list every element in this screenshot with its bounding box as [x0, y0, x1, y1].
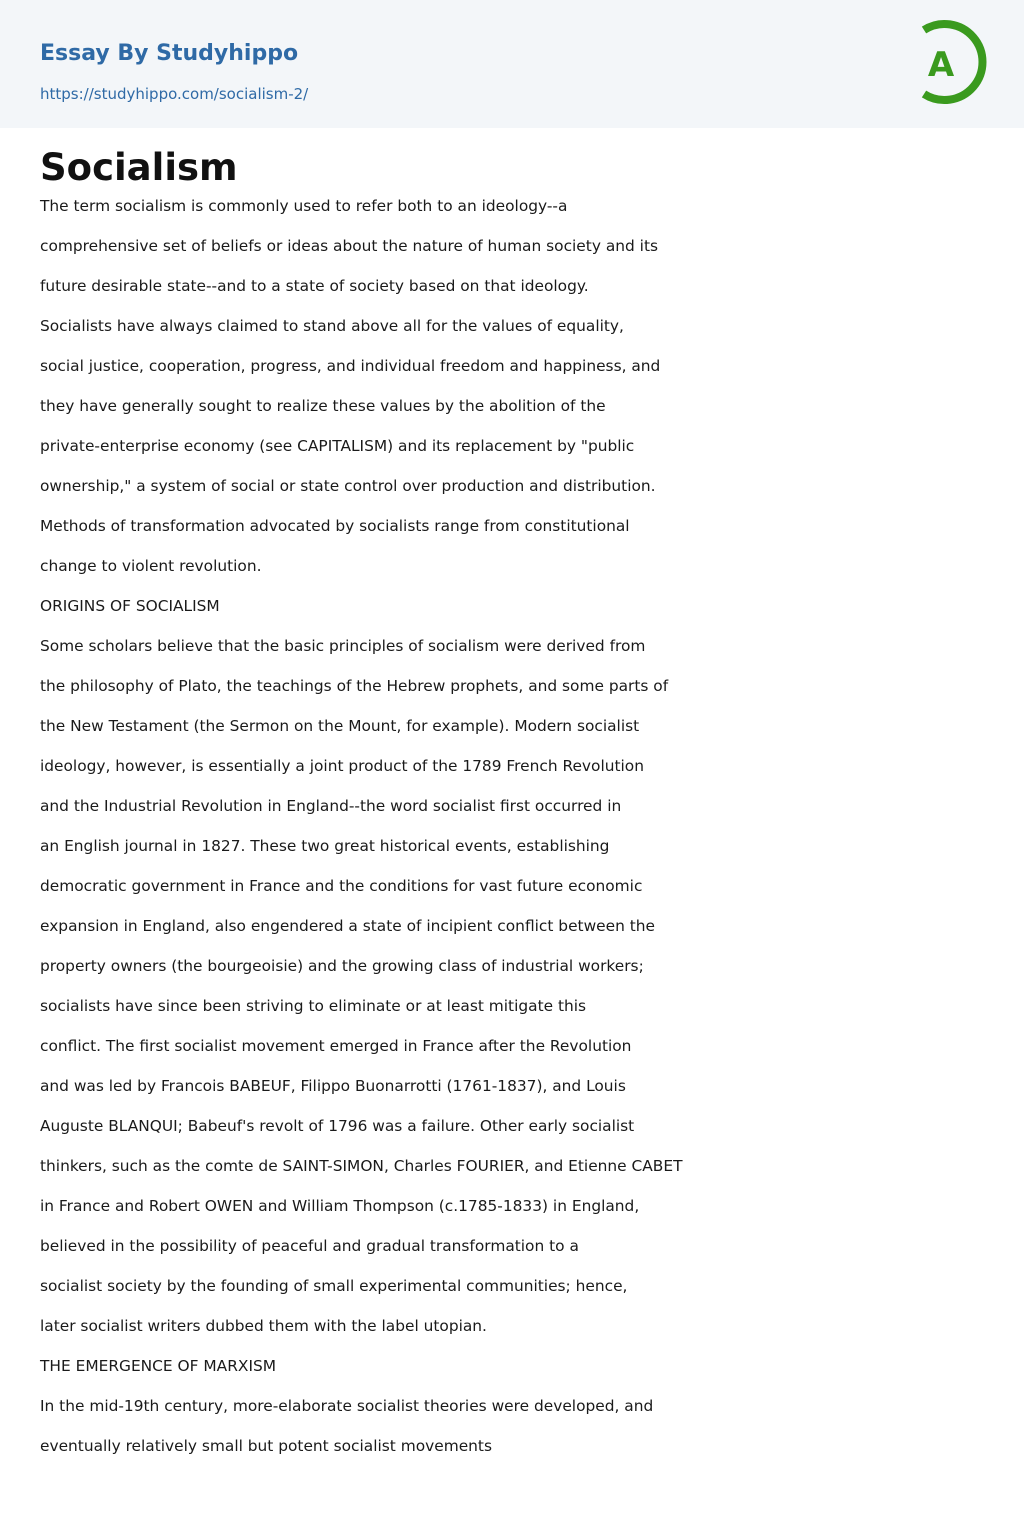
essay-line: conflict. The first socialist movement emerged in France after the Revolution	[40, 1037, 632, 1055]
essay-line: The term socialism is commonly used to refer both to an ideology--a	[40, 197, 568, 215]
essay-line: they have generally sought to realize these values by the abolition of the	[40, 397, 606, 415]
essay-line: In the mid-19th century, more-elaborate socialist theories were developed, and	[40, 1397, 654, 1415]
essay-line: expansion in England, also engendered a state of incipient conflict between the	[40, 917, 656, 935]
page-title: Socialism	[40, 146, 238, 189]
essay-line: the New Testament (the Sermon on the Mount, for example). Modern socialist	[40, 717, 640, 735]
essay-line: comprehensive set of beliefs or ideas about the nature of human society and its	[40, 237, 658, 255]
essay-line: property owners (the bourgeoisie) and the growing class of industrial workers;	[40, 957, 644, 975]
essay-line: and was led by Francois BABEUF, Filippo Buonarrotti (1761-1837), and Louis	[40, 1077, 626, 1095]
essay-line: eventually relatively small but potent socialist movements	[40, 1437, 492, 1455]
essay-body	[40, 186, 980, 1466]
brand-title[interactable]: Essay By Studyhippo	[40, 41, 299, 66]
essay-line: democratic government in France and the conditions for vast future economic	[40, 877, 643, 895]
essay-line: THE EMERGENCE OF MARXISM	[40, 1357, 277, 1375]
essay-line: in France and Robert OWEN and William Thompson (c.1785-1833) in England,	[40, 1197, 640, 1215]
essay-line: future desirable state--and to a state of society based on that ideology.	[40, 277, 589, 295]
essay-line: later socialist writers dubbed them with the label utopian.	[40, 1317, 487, 1335]
essay-line: change to violent revolution.	[40, 557, 262, 575]
logo-letter: A	[927, 45, 955, 85]
essay-line: socialists have since been striving to eliminate or at least mitigate this	[40, 997, 587, 1015]
essay-line: believed in the possibility of peaceful and gradual transformation to a	[40, 1237, 579, 1255]
essay-line: and the Industrial Revolution in England--the word socialist first occurred in	[40, 797, 622, 815]
essay-line: Socialists have always claimed to stand above all for the values of equality,	[40, 317, 624, 335]
essay-line: private-enterprise economy (see CAPITALISM) and its replacement by "public	[40, 437, 635, 455]
essay-line: an English journal in 1827. These two great historical events, establishing	[40, 837, 610, 855]
essay-line: Methods of transformation advocated by socialists range from constitutional	[40, 517, 630, 535]
essay-line: ORIGINS OF SOCIALISM	[40, 597, 220, 615]
essay-line: ownership," a system of social or state control over production and distribution.	[40, 477, 656, 495]
essay-line: Some scholars believe that the basic principles of socialism were derived from	[40, 637, 646, 655]
essay-line: social justice, cooperation, progress, and individual freedom and happiness, and	[40, 357, 661, 375]
essay-line: Auguste BLANQUI; Babeuf's revolt of 1796 was a failure. Other early socialist	[40, 1117, 635, 1135]
logo-icon[interactable]	[908, 18, 988, 106]
essay-line: ideology, however, is essentially a joint product of the 1789 French Revolution	[40, 757, 644, 775]
essay-url-link[interactable]: https://studyhippo.com/socialism-2/	[40, 85, 309, 103]
essay-line: socialist society by the founding of small experimental communities; hence,	[40, 1277, 628, 1295]
essay-line: thinkers, such as the comte de SAINT-SIMON, Charles FOURIER, and Etienne CABET	[40, 1157, 683, 1175]
site-header	[0, 0, 1024, 128]
essay-line: the philosophy of Plato, the teachings of the Hebrew prophets, and some parts of	[40, 677, 669, 695]
